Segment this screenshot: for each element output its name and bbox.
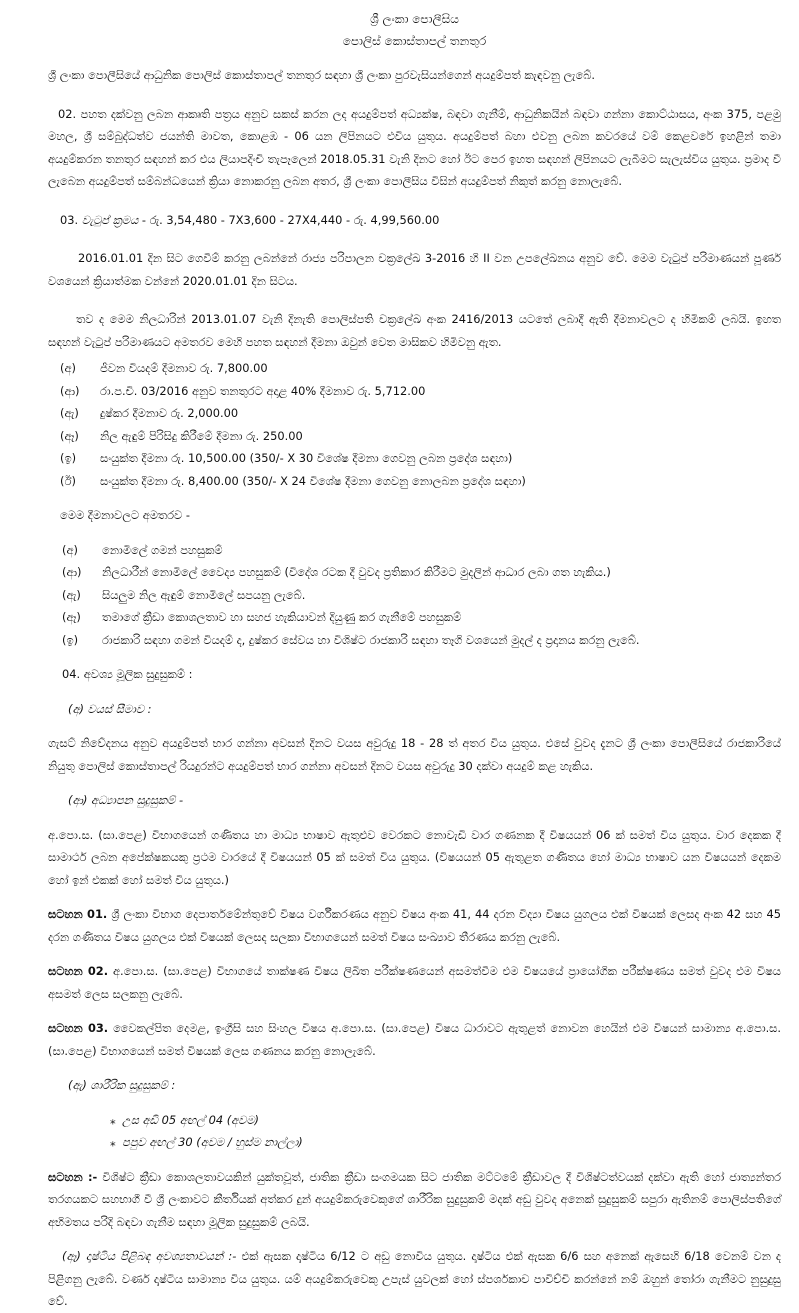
note-02-label: සටහන 02. xyxy=(48,964,109,978)
note-03 xyxy=(48,1017,781,1062)
eyesight-heading: (ඈ) දෘෂ්ටිය පිළිබඳ අවශ්‍යතාවයන් :- xyxy=(62,1249,237,1263)
document-title: ශ්‍රී ලංකා පොලීසිය xyxy=(370,12,459,26)
bullet-icon: ⁎ xyxy=(110,1135,116,1149)
intro-paragraph: ශ්‍රී ලංකා පොලීසියේ ආධුනික පොලිස් කොස්තාපල් තනතුර සඳහා ශ්‍රී ලංකා පුරවැසියන්ගෙන් අයදුම්පත් කැඳවනු ලැබේ. xyxy=(48,68,596,82)
paragraph-2016: 2016.01.01 දින සිට ගෙවීම් කරනු ලබන්නේ රාජ්‍ය පරිපාලන චක්‍රලේඛ 3-2016 හි II වන උපලේඛනය අනුව වේ. මෙම වැටුප් පරිමාණයන් පූර්ණ වශයෙන් ක්‍රියාත්මක වන්නේ 2020.01.01 දින සිටය. xyxy=(48,251,781,288)
section-03-salary-scale: - රු. 3,54,480 - 7X3,600 - 27X4,440 - රු. 4,99,560.00 xyxy=(141,212,440,227)
benefits-list xyxy=(48,539,781,652)
note-final xyxy=(48,1166,781,1234)
list-item: ⁎ පපුව අඟල් 30 (අවම / හුස්ම නාල්ලා) xyxy=(110,1131,781,1154)
section-02-paragraph: 02. පහත දක්වනු ලබන ආකෘති පත්‍රය අනුව සකස් කරන ලද අයදුම්පත් අධ්‍යක්ෂ, බඳවා ගැනීම්, ආධුනිකයින් බඳවා ගන්නා කොට්ඨාසය, අංක 375, පළමු මහල, ශ්‍රී සම්බුද්ධත්ව ජයන්ති මාවත, කොළඹ - 06 යන ලිපිනයට එවිය යුතුය. අයදුම්පත් බහා එවනු ලබන කවරයේ වම් කෙළවරේ ඉහළින් තමා අයදුම්කරන තනතුර සඳහන් කර එය ලියාපදිංචි තැපෑලෙන් 2018.05.31 වැනි දිනට හෝ ඊට පෙර ඉහත සඳහන් ලිපිනයට ලැබීමට සැලැස්විය යුතුය. ප්‍රමාද වී ලැබෙන අයදුම්පත් සම්බන්ධයෙන් ක්‍රියා නොකරනු ලබන අතර, ශ්‍රී ලංකා පොලීසිය විසින් අයදුම්පත් නිකුත් කරනු නොලැබේ. xyxy=(48,106,781,188)
list-item: (ඇ) දුෂ්කර දීමනාව රු. 2,000.00 xyxy=(60,406,239,420)
list-item: (ඈ) තමාගේ ක්‍රීඩා කොශලතාව හා සහජ හැකියාවන් දියුණු කර ගැනීමේ පහසුකම් xyxy=(62,610,462,624)
list-item: (ඉ) සංයුක්ත දීමනා රු. 10,500.00 (350/- X 30 විශේෂ දීමනා ගෙවනු ලබන ප්‍රදේශ සඳහා) xyxy=(60,451,513,465)
list-item: (ඈ) නිල ඇඳුම් පිරිසිදු කිරීමේ දීමනා රු. 250.00 xyxy=(60,428,303,443)
section-04-heading: 04. අවශ්‍ය මූලික සුදුසුකම් : xyxy=(62,667,193,681)
list-item: (ආ) රා.ප.චි. 03/2016 අනුව තනතුරට අදාළ 40% දීමනාව රු. 5,712.00 xyxy=(60,383,426,398)
physical-requirements-list xyxy=(48,1109,781,1154)
section-03-salary xyxy=(48,209,781,232)
list-item: (ඇ) සියලුම නිල ඇඳුම් නොමිලේ සපයනු ලැබේ. xyxy=(62,587,306,602)
bullet-icon: ⁎ xyxy=(110,1112,116,1127)
eyesight-text: එක් ඇසක දෘෂ්ටිය 6/12 ට අඩු නොවිය යුතුය. දෘෂ්ටිය එක් ඇසක 6/6 සහ අනෙක් ඇසෙහි 6/18 වෙනම් වන ද පිළිගනු ලැබේ. වර්ණ දෘෂ්ටිය සාමාන්‍ය විය යුතුය. යම් අයදුම්කරුවෙකු උපැස් යුවලක් හෝ ස්පර්ශකාච පාවිච්චි කරන්නේ නම් ඔහුන් තෝරා ගැනීමට නුසුදුසු වේ. xyxy=(48,1249,781,1308)
list-item: (අ) නොමිලේ ගමන් පහසුකම් xyxy=(62,542,223,557)
age-limit-paragraph: ගැසට් නිවේදනය අනුව අයදුම්පත් භාර ගන්නා අවසන් දිනට වයස අවුරුදු 18 - 28 ත් අතර විය යුතුය. එසේ වුවද දැනට ශ්‍රී ලංකා පොලීසියේ රාජකාරියේ නියුතු පොලිස් කොස්තාපල් රියදුරන්ට අයදුම්පත් භාර ගන්නා අවසන් දිනට වයස අවුරුදු 30 දක්වා අයදුම් කළ හැකිය. xyxy=(48,736,781,773)
note-final-label: සටහන :- xyxy=(48,1169,98,1184)
note-02 xyxy=(48,960,781,1005)
list-item: (ඊ) සංයුක්ත දීමනා රු. 8,400.00 (350/- X 24 විශේෂ දීමනා ගෙවනු නොලබන ප්‍රදේශ සඳහා) xyxy=(60,473,526,488)
list-item: (ඉ) රාජකාරි සඳහා ගමන් වියදම් ද, දුෂ්කර සේවය හා විශිෂ්ට රාජකාරි සඳහා තෑගි වශයෙන් මුදල් ද ප්‍රදානය කරනු ලැබේ. xyxy=(62,632,640,647)
benefits-intro: මෙම දීමනාවලට අමතරව - xyxy=(60,508,190,522)
paragraph-allowances-intro: තව ද මෙම නිලධාරින් 2013.01.07 වැනි දිනැති පොලිස්පති චක්‍රලේඛ අංක 2416/2013 යටතේ ලබාදී ඇති දීමනාවලට ද හිමිකම් ලබයි. ඉහත සඳහන් වැටුප් පරිමාණයට අමතරව මෙහි පහත සඳහන් දීමනා ඔවුන් වෙත මාසිකව හිමිවනු ඇත. xyxy=(48,312,781,349)
education-heading: (ආ) අධ්‍යාපන සුදුසුකම් - xyxy=(68,793,184,807)
note-01-label: සටහන 01. xyxy=(48,907,108,921)
note-01 xyxy=(48,903,781,948)
physical-heading: (ඇ) ශාරීරික සුදුසුකම් : xyxy=(68,1078,176,1092)
document-subtitle: පොලිස් කොස්තාපල් තනතුර xyxy=(342,34,487,48)
education-paragraph: අ.පො.ස. (සා.පෙළ) විභාගයෙන් ගණිතය හා මාධ්‍ය භාෂාව ඇතුළුව වෙරකට නොවැඩි වාර ගණනක දී විෂයයන් 06 ක් සමත් විය යුතුය. වාර දෙකක දී සාමාර්ථ ලබන අපේක්ෂකයකු ප්‍රථම වාරයේ දී විෂයයන් 05 ක් සමත් විය යුතුය. (විෂයයන් 05 ඇතුළත ගණිතය හෝ මාධ්‍ය භාෂාව යන විෂයයන් දෙකම හෝ ඉන් එකක් හෝ සමත් විය යුතුය.) xyxy=(48,827,781,887)
section-03-heading: වැටුප් ක්‍රමය xyxy=(81,212,139,227)
list-item: (ආ) නිලධාරීන් නොමිලේ වෛද්‍ය පහසුකම් (විදේශ රටක දී වුවද ප්‍රතිකාර කිරීමට මුදලින් ආධාර ලබා ගත හැකිය.) xyxy=(62,565,611,579)
note-final-text: විශිෂ්ට ක්‍රීඩා කොශලතාවයකින් යුක්තවූත්, ජාතික ක්‍රීඩා සංගමයක සිට ජාතික මට්ටමේ ක්‍රීඩාවල දී විශිෂ්ටත්වයක් දක්වා ඇති හෝ ජාත්‍යන්තර තරගයකට සහභාගී වී ශ්‍රී ලංකාවට කීර්තියක් අත්කර දුන් අයදුම්කරුවෙකුගේ ශාරීරික සුදුසුකම් මදක් අඩු වුවද අනෙක් සුදුසුකම් සපුරා ඇතිනම් පොලිස්පතිගේ අභිමතය පරිදි බඳවා ගැනීම සඳහා මූලික සුදුසුකම් ලබයි. xyxy=(48,1169,782,1229)
age-limit-heading: (අ) වයස් සීමාව : xyxy=(68,701,152,716)
allowances-list xyxy=(48,357,781,492)
note-02-text: අ.පො.ස. (සා.පෙළ) විභාගයේ තාක්ෂණ විෂය ලිඛිත පරීක්ෂණයෙන් අසමත්වීම එම විෂයයේ ප්‍රායෝගික පරීක්ෂණය සමත් වුවද එම විෂය අසමත් ලෙස සලකනු ලැබේ. xyxy=(48,964,781,1001)
note-01-text: ශ්‍රී ලංකා විභාග දෙපාර්තමේන්තුවේ විෂය වර්ගීකරණය අනුව විෂය අංක 41, 44 දරන විද්‍යා විෂය යුගලය එක් විෂයක් ලෙසද අංක 42 සහ 45 දරන ගණිතය විෂය යුගලය එක් විෂයක් ලෙසද සලකා විභාගයෙන් සමත් විෂය සංඛ්‍යාව තීරණය කරනු ලැබේ. xyxy=(48,907,781,944)
note-03-text: වෛකල්පිත දෙමළ, ඉංග්‍රීසි සහ සිංහල විෂය අ.පො.ස. (සා.පෙළ) විෂය ධාරාවට ඇතුළත් නොවන හෙයින් එම විෂයන් සාමාන්‍ය අ.පො.ස. (සා.පෙළ) විභාගයෙන් සමත් විෂයක් ලෙස ගණනය කරනු නොලැබේ. xyxy=(48,1021,781,1058)
note-03-label: සටහන 03. xyxy=(48,1021,109,1035)
list-item: (අ) ජීවන වියදම් දීමනාව රු. 7,800.00 xyxy=(60,361,268,375)
section-03-number: 03. xyxy=(60,212,79,227)
list-item: ⁎ උස අඩි 05 අඟල් 04 (අවම) xyxy=(110,1109,781,1132)
eyesight-paragraph xyxy=(48,1245,781,1313)
